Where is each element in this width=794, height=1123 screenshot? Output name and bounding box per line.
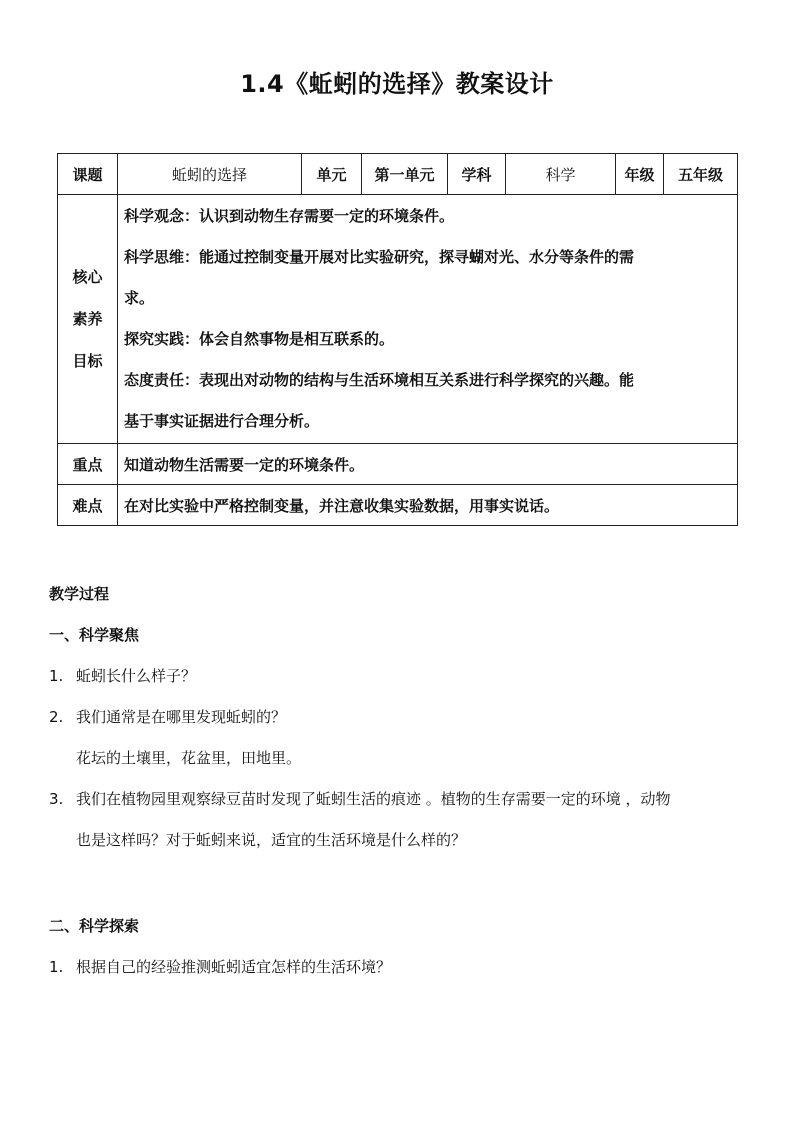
item-number: 1. <box>49 958 64 976</box>
item-text: 我们通常是在哪里发现蚯蚓的？ <box>76 708 287 726</box>
table-row-header <box>58 154 738 195</box>
section-explore <box>49 906 749 988</box>
goal-line: 探究实践：体会自然事物是相互联系的。 <box>124 330 395 348</box>
grade-value: 五年级 <box>664 154 738 195</box>
goals-label-2: 素养 <box>72 310 103 328</box>
item-answer: 花坛的土壤里，花盆里，田地里。 <box>76 749 302 767</box>
unit-value: 第一单元 <box>362 154 448 195</box>
list-item <box>49 779 749 820</box>
table-row-difficulty <box>58 485 738 526</box>
goals-label-1: 核心 <box>72 268 103 286</box>
unit-label: 单元 <box>302 154 362 195</box>
key-point-label: 重点 <box>58 444 118 485</box>
list-item <box>49 656 749 697</box>
goals-label-3: 目标 <box>72 352 103 370</box>
process-heading: 教学过程 <box>49 585 110 603</box>
item-text: 根据自己的经验推测蚯蚓适宜怎样的生活环境？ <box>76 958 392 976</box>
grade-label: 年级 <box>616 154 664 195</box>
item-number: 1. <box>49 667 64 685</box>
section2-title: 二、科学探索 <box>49 917 140 935</box>
goal-line: 求。 <box>124 289 155 307</box>
topic-value: 蚯蚓的选择 <box>118 154 302 195</box>
teaching-process <box>49 574 749 861</box>
table-row-goals <box>58 195 738 444</box>
item-text-continued: 也是这样吗？对于蚯蚓来说，适宜的生活环境是什么样的？ <box>76 831 467 849</box>
difficulty-value: 在对比实验中严格控制变量，并注意收集实验数据，用事实说话。 <box>118 485 738 526</box>
item-text: 蚯蚓长什么样子？ <box>76 667 197 685</box>
goal-line: 科学观念：认识到动物生存需要一定的环境条件。 <box>124 207 455 225</box>
goal-line: 科学思维：能通过控制变量开展对比实验研究，探寻蝴对光、水分等条件的需 <box>124 248 635 266</box>
item-number: 3. <box>49 790 64 808</box>
section1-title: 一、科学聚焦 <box>49 626 140 644</box>
difficulty-label: 难点 <box>58 485 118 526</box>
item-text: 我们在植物园里观察绿豆苗时发现了蚯蚓生活的痕迹 。植物的生存需要一定的环境 ，动物 <box>76 790 671 808</box>
goal-line: 态度责任：表现出对动物的结构与生活环境相互关系进行科学探究的兴趣。能 <box>124 371 635 389</box>
item-number: 2. <box>49 708 64 726</box>
goal-line: 基于事实证据进行合理分析。 <box>124 412 320 430</box>
table-row-key-point <box>58 444 738 485</box>
list-item <box>49 697 749 738</box>
key-point-value: 知道动物生活需要一定的环境条件。 <box>118 444 738 485</box>
page-title: 1.4《蚯蚓的选择》教案设计 <box>240 70 554 98</box>
subject-value: 科学 <box>506 154 616 195</box>
topic-label: 课题 <box>58 154 118 195</box>
lesson-info-table <box>57 153 738 526</box>
goals-label-cell <box>58 195 118 444</box>
subject-label: 学科 <box>448 154 506 195</box>
goals-content-cell <box>118 195 738 444</box>
list-item <box>49 947 749 988</box>
